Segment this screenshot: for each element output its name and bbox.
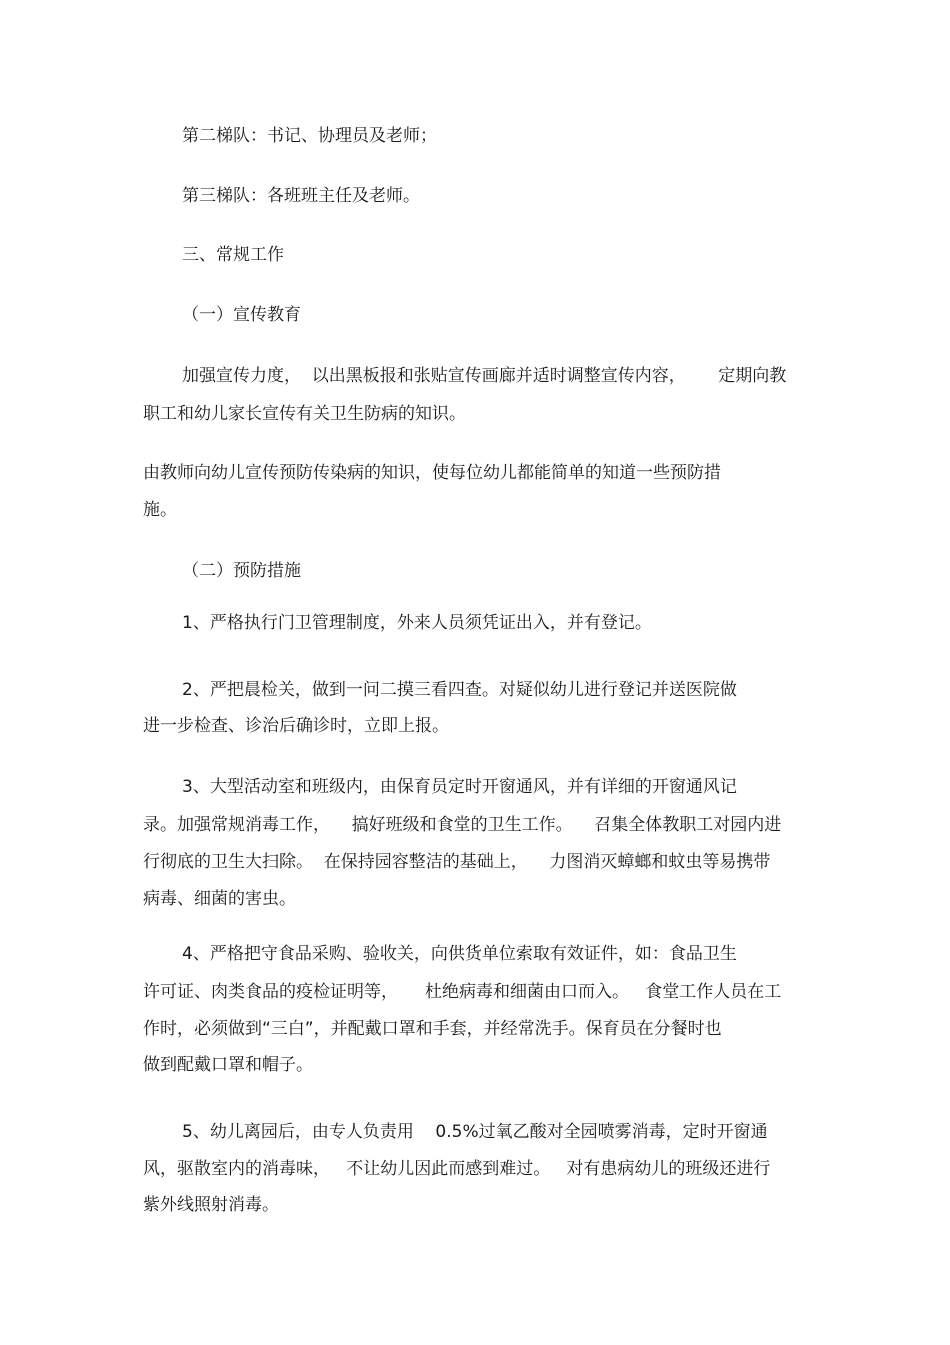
item-3-line-1: 3、大型活动室和班级内，由保育员定时开窗通风，并有详细的开窗通风记 — [182, 777, 737, 797]
paragraph-teachers-line-2: 施。 — [143, 500, 177, 520]
item-2-line-2: 进一步检查、诊治后确诊时，立即上报。 — [143, 716, 449, 736]
item-2-line-1: 2、严把晨检关，做到一问二摸三看四查。对疑似幼儿进行登记并送医院做 — [182, 680, 737, 700]
item-4-line-1: 4、严格把守食品采购、验收关，向供货单位索取有效证件，如：食品卫生 — [182, 944, 737, 964]
item-3-line-3: 行彻底的卫生大扫除。 在保持园容整洁的基础上， 力图消灭蟑螂和蚊虫等易携带 — [143, 852, 771, 872]
paragraph-teachers-line-1: 由教师向幼儿宣传预防传染病的知识，使每位幼儿都能简单的知道一些预防措 — [143, 463, 721, 483]
text-line-team2: 第二梯队：书记、协理员及老师； — [182, 126, 437, 146]
item-3-line-4: 病毒、细菌的害虫。 — [143, 889, 296, 909]
item-4-line-3: 作时，必须做到“三白”，并配戴口罩和手套，并经常洗手。保育员在分餐时也 — [143, 1019, 722, 1039]
paragraph-publicity-line-2: 职工和幼儿家长宣传有关卫生防病的知识。 — [143, 404, 466, 424]
subsection-heading-prevention: （二）预防措施 — [182, 561, 301, 581]
item-3-line-2: 录。加强常规消毒工作， 搞好班级和食堂的卫生工作。 召集全体教职工对园内进 — [143, 815, 782, 835]
item-1-line-1: 1、严格执行门卫管理制度，外来人员须凭证出入，并有登记。 — [182, 613, 652, 633]
item-4-line-4: 做到配戴口罩和帽子。 — [143, 1055, 313, 1075]
item-4-line-2: 许可证、肉类食品的疫检证明等， 杜绝病毒和细菌由口而入。 食堂工作人员在工 — [143, 982, 782, 1002]
section-heading-routine-work: 三、常规工作 — [182, 245, 284, 265]
subsection-heading-publicity: （一）宣传教育 — [182, 305, 301, 325]
paragraph-publicity-line-1: 加强宣传力度， 以出黑板报和张贴宣传画廊并适时调整宣传内容， 定期向教 — [182, 366, 787, 386]
item-5-line-1: 5、幼儿离园后，由专人负责用 0.5%过氧乙酸对全园喷雾消毒，定时开窗通 — [182, 1122, 768, 1142]
text-line-team3: 第三梯队：各班班主任及老师。 — [182, 186, 420, 206]
item-5-line-3: 紫外线照射消毒。 — [143, 1195, 279, 1215]
item-5-line-2: 风，驱散室内的消毒味， 不让幼儿因此而感到难过。 对有患病幼儿的班级还进行 — [143, 1159, 771, 1179]
